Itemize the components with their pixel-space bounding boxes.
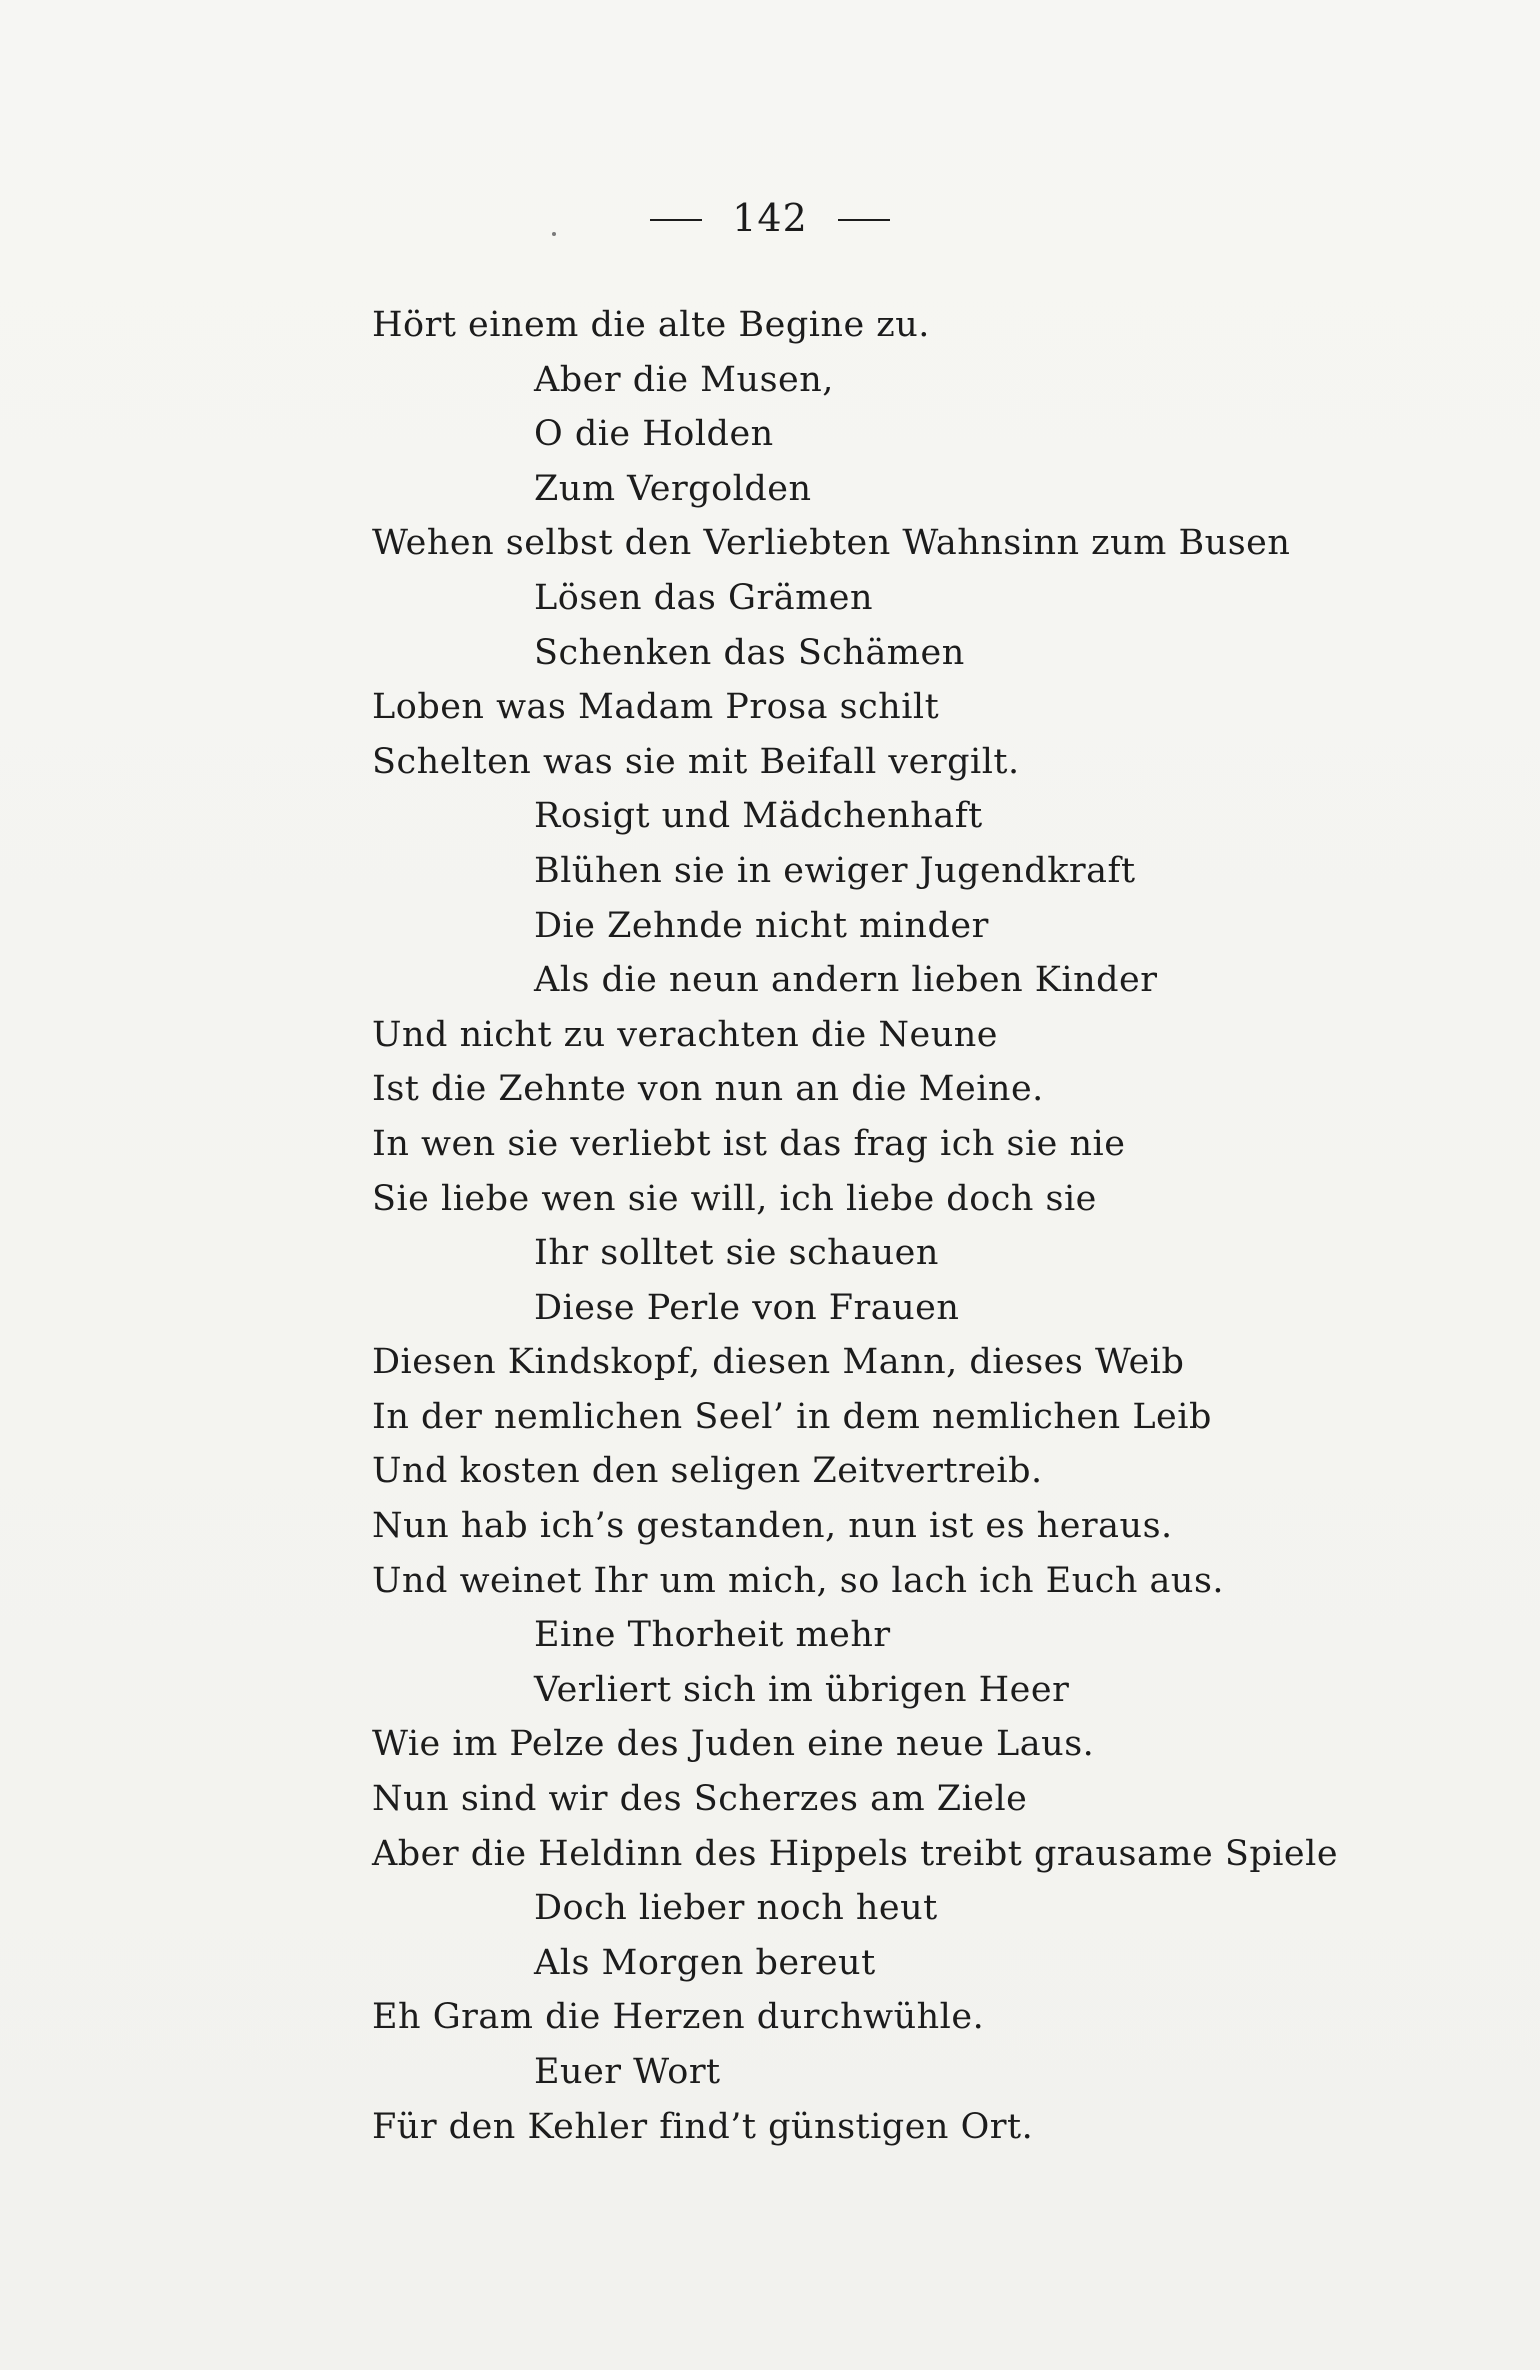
poem-line: Sie liebe wen sie will, ich liebe doch sie [372,1178,1097,1219]
poem-line: Doch lieber noch heut [534,1888,938,1929]
poem-line: Für den Kehler find’t günstigen Ort. [372,2106,1034,2147]
poem-line: Zum Vergolden [534,468,812,509]
poem-line: In wen sie verliebt ist das frag ich sie nie [372,1123,1126,1164]
poem-line: Blühen sie in ewiger Jugendkraft [534,850,1136,891]
poem-line: Loben was Madam Prosa schilt [372,687,940,728]
poem-line: O die Holden [534,414,774,455]
page-number-header [0,196,1540,240]
page-number: 142 [732,196,808,240]
poem-line: Hört einem die alte Begine zu. [372,305,930,345]
poem-line: Diese Perle von Frauen [534,1287,960,1328]
poem-line: Und weinet Ihr um mich, so lach ich Euch aus. [372,1560,1225,1601]
poem-line: Nun sind wir des Scherzes am Ziele [372,1779,1028,1820]
poem-line: Wie im Pelze des Juden eine neue Laus. [372,1724,1095,1765]
poem-line: Ist die Zehnte von nun an die Meine. [372,1069,1044,1110]
poem-line: Aber die Heldinn des Hippels treibt grausame Spiele [372,1833,1339,1874]
dash-right [838,219,890,221]
poem-line: Aber die Musen, [534,359,834,400]
poem-line: In der nemlichen Seel’ in dem nemlichen Leib [372,1396,1212,1437]
poem-line: Die Zehnde nicht minder [534,905,989,946]
poem-line: Eh Gram die Herzen durchwühle. [372,1997,985,2038]
poem-line: Ihr solltet sie schauen [534,1233,939,1274]
poem-text [372,298,1372,2154]
poem-line: Und kosten den seligen Zeitvertreib. [372,1451,1043,1492]
poem-line: Eine Thorheit mehr [534,1615,891,1656]
poem-line: Schenken das Schämen [534,632,965,673]
poem-line: Lösen das Grämen [534,577,874,618]
poem-line: Euer Wort [534,2052,721,2092]
poem-line: Als die neun andern lieben Kinder [534,960,1158,1001]
poem-line: Verliert sich im übrigen Heer [534,1669,1070,1710]
poem-line: Als Morgen bereut [534,1942,876,1983]
poem-line: Rosigt und Mädchenhaft [534,796,983,837]
poem-line: Wehen selbst den Verliebten Wahnsinn zum Busen [372,523,1291,564]
dash-left [650,219,702,221]
poem-line: Diesen Kindskopf, diesen Mann, dieses Weib [372,1342,1185,1383]
poem-line: Schelten was sie mit Beifall vergilt. [372,741,1020,782]
poem-line: Nun hab ich’s gestanden, nun ist es heraus. [372,1506,1173,1547]
poem-line: Und nicht zu verachten die Neune [372,1014,998,1055]
